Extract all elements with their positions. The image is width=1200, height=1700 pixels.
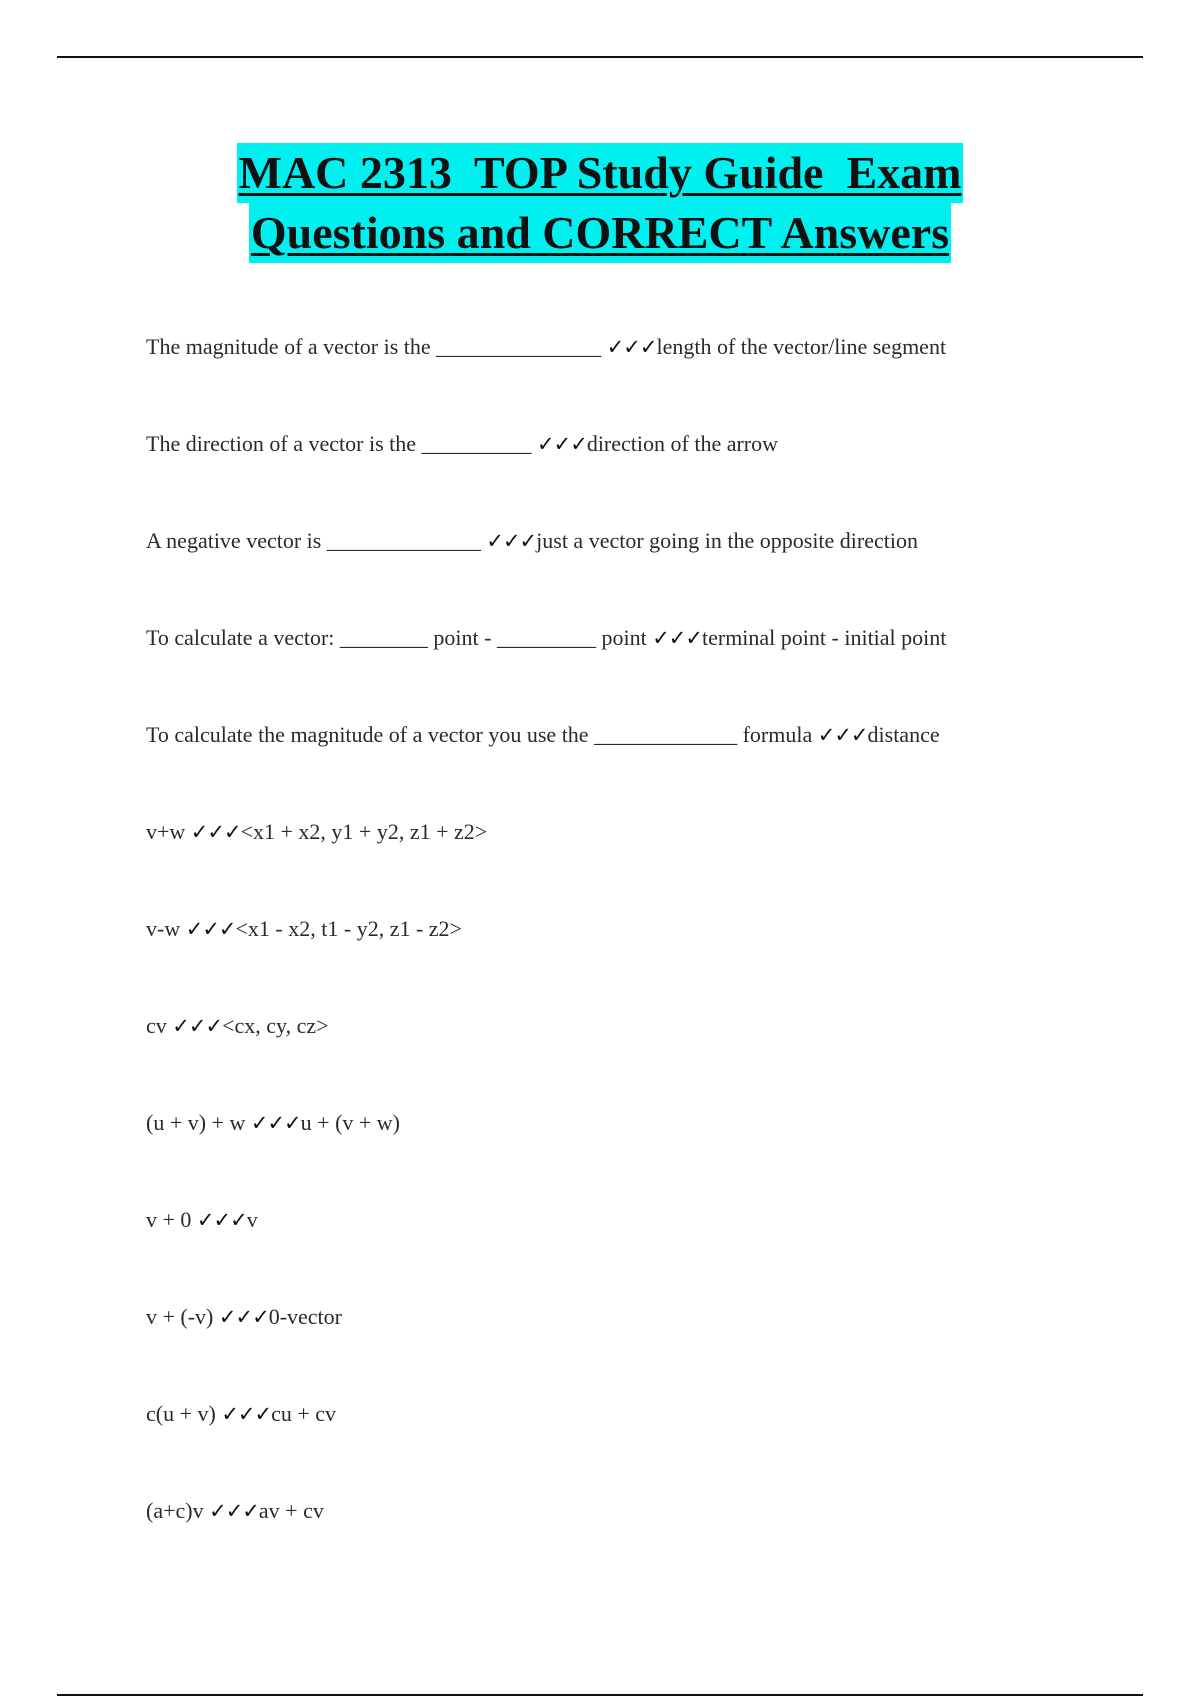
checkmark-icon: ✓✓✓	[817, 723, 868, 747]
answer-text: v	[246, 1207, 258, 1232]
answer-text: just a vector going in the opposite direction	[536, 528, 919, 553]
qa-item	[146, 1497, 324, 1525]
checkmark-icon: ✓✓✓	[172, 1014, 223, 1038]
checkmark-icon: ✓✓✓	[537, 432, 587, 456]
question-text: c(u + v)	[146, 1401, 222, 1426]
answer-text: <x1 + x2, y1 + y2, z1 + z2>	[240, 819, 488, 844]
answer-text: u + (v + w)	[300, 1110, 401, 1135]
checkmark-icon: ✓✓✓	[606, 335, 657, 359]
answer-text: direction of the arrow	[586, 431, 779, 456]
checkmark-icon: ✓✓✓	[221, 1402, 272, 1426]
qa-item	[146, 1400, 336, 1428]
question-text: cv	[146, 1013, 173, 1038]
qa-item	[146, 1206, 258, 1234]
answer-text: length of the vector/line segment	[656, 334, 947, 359]
qa-item	[146, 1303, 342, 1331]
title-line-1: MAC 2313 TOP Study Guide Exam	[237, 143, 964, 203]
question-text: The magnitude of a vector is the _______________	[146, 334, 607, 359]
qa-item	[146, 527, 918, 555]
checkmark-icon: ✓✓✓	[190, 820, 241, 844]
answer-text: distance	[867, 722, 940, 747]
question-text: v-w	[146, 916, 186, 941]
qa-item	[146, 721, 940, 749]
question-text: To calculate the magnitude of a vector you use the _____________ formula	[146, 722, 818, 747]
answer-text: 0-vector	[268, 1304, 342, 1329]
checkmark-icon: ✓✓✓	[196, 1208, 247, 1232]
qa-item	[146, 430, 778, 458]
answer-text: cu + cv	[271, 1401, 337, 1426]
answer-text: av + cv	[258, 1498, 324, 1523]
header-rule	[57, 56, 1143, 58]
checkmark-icon: ✓✓✓	[250, 1111, 301, 1135]
answer-text: <cx, cy, cz>	[222, 1013, 329, 1038]
answer-text: terminal point - initial point	[701, 625, 947, 650]
question-text: (a+c)v	[146, 1498, 210, 1523]
question-text: To calculate a vector: ________ point - _________ point	[146, 625, 653, 650]
qa-item	[146, 333, 946, 361]
question-text: v + 0	[146, 1207, 197, 1232]
checkmark-icon: ✓✓✓	[185, 917, 236, 941]
title-line-2: Questions and CORRECT Answers	[249, 203, 951, 263]
checkmark-icon: ✓✓✓	[218, 1305, 269, 1329]
footer-rule	[57, 1694, 1143, 1696]
qa-item	[146, 1109, 400, 1137]
qa-item	[146, 915, 462, 943]
checkmark-icon: ✓✓✓	[209, 1499, 259, 1523]
question-text: The direction of a vector is the __________	[146, 431, 538, 456]
qa-item	[146, 818, 487, 846]
checkmark-icon: ✓✓✓	[652, 626, 702, 650]
qa-item	[146, 1012, 329, 1040]
question-text: v+w	[146, 819, 191, 844]
question-text: A negative vector is ______________	[146, 528, 487, 553]
question-text: (u + v) + w	[146, 1110, 251, 1135]
checkmark-icon: ✓✓✓	[486, 529, 537, 553]
question-text: v + (-v)	[146, 1304, 219, 1329]
qa-item	[146, 624, 946, 652]
answer-text: <x1 - x2, t1 - y2, z1 - z2>	[235, 916, 462, 941]
document-title	[0, 143, 1200, 263]
